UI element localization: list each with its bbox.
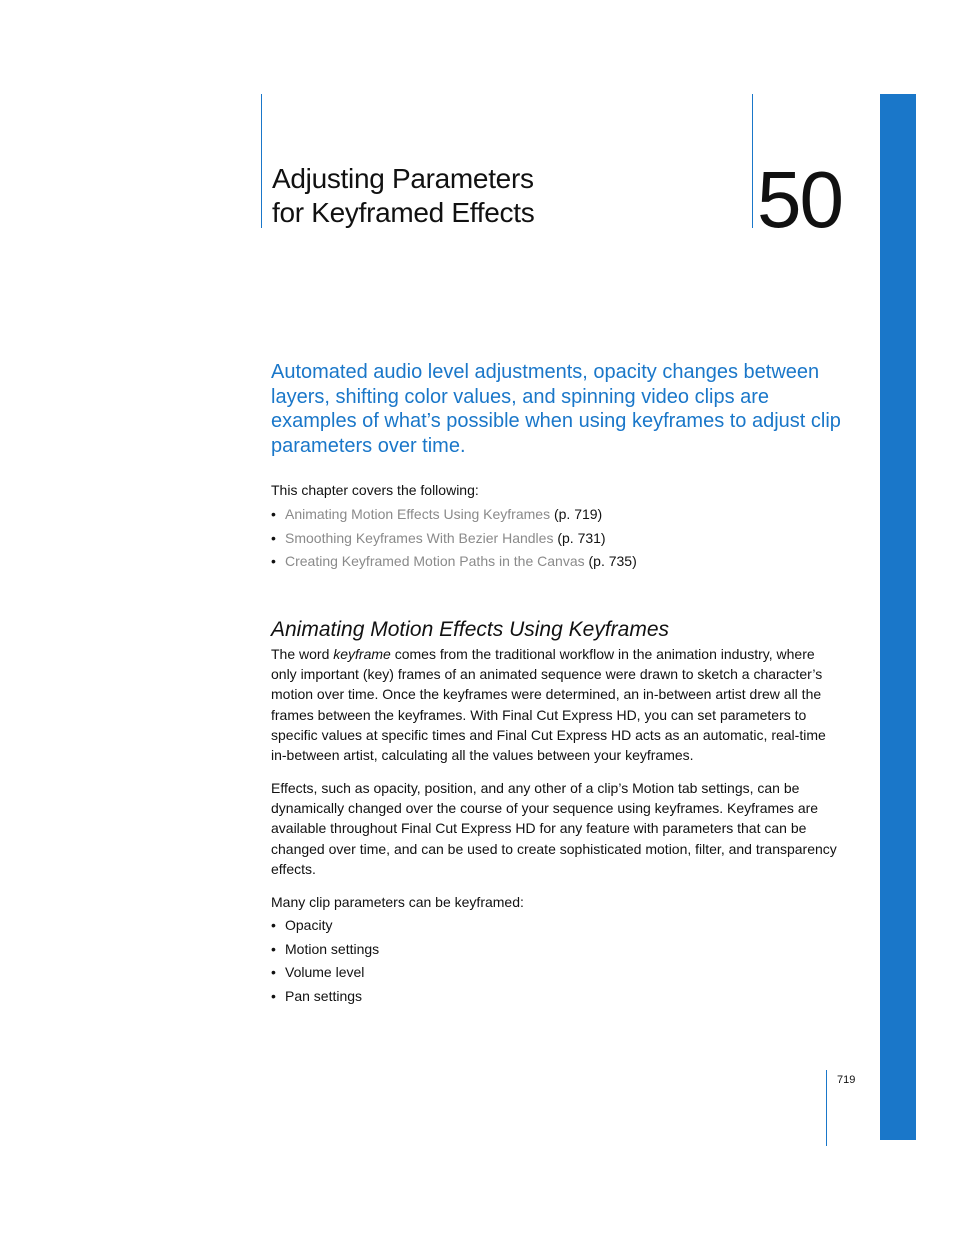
chapter-title-line-2: for Keyframed Effects	[272, 197, 535, 228]
toc-link[interactable]: Animating Motion Effects Using Keyframes	[285, 506, 551, 522]
toc-link[interactable]: Smoothing Keyframes With Bezier Handles	[285, 529, 554, 546]
body-paragraph: Effects, such as opacity, position, and any other of a clip’s Motion tab settings, can be dynamically changed over the course of your sequence using keyframes. Keyframes are available throughout Final Cut Express HD for any feature with parameters that can be changed over time, and can be used to create sophisticated motion, filter, and transparency effects.	[271, 780, 837, 877]
toc-page-ref: (p. 719)	[553, 506, 603, 522]
section-heading: Animating Motion Effects Using Keyframes	[271, 618, 669, 641]
list-item: • Volume level	[271, 963, 379, 987]
toc-page-ref: (p. 731)	[557, 529, 606, 546]
body-paragraph: Many clip parameters can be keyframed:	[271, 894, 524, 910]
chapter-intro: Automated audio level adjustments, opacity changes between layers, shifting color values, and spinning video clips are examples of what’s possible when using keyframes to adjust clip parameters over time.	[271, 361, 841, 458]
toc-item	[271, 529, 637, 553]
toc-item	[271, 505, 637, 529]
paragraph-text: comes from the traditional workflow in the animation industry, where only important (key) frames of an animated sequence were drawn to sketch a character’s motion over time. Once the keyframes were determined, an in-between artist drew all the frames between the keyframes. With Final Cut Express HD, you can set parameters to specific values at specific times and Final Cut Express HD acts as an automatic, real-time in-between artist, calculating all the values between your keyframes.	[271, 646, 826, 764]
title-rule	[261, 94, 262, 228]
chapter-tab-bar	[880, 94, 916, 1140]
body-paragraph	[271, 644, 841, 765]
list-item: • Pan settings	[271, 987, 379, 1011]
list-item: • Opacity	[271, 916, 379, 940]
covers-label: This chapter covers the following:	[271, 482, 479, 498]
page-number-rule	[826, 1070, 827, 1146]
toc-item	[271, 552, 637, 576]
toc-link[interactable]: Creating Keyframed Motion Paths in the Canvas	[285, 553, 585, 569]
paragraph-text: The word	[271, 646, 334, 662]
page-number: 719	[837, 1074, 856, 1086]
chapter-title-line-1: Adjusting Parameters	[272, 163, 534, 194]
chapter-title	[272, 162, 534, 230]
emphasized-term: keyframe	[333, 646, 391, 662]
chapter-toc	[271, 505, 637, 576]
parameter-list	[271, 916, 379, 1010]
toc-page-ref: (p. 735)	[588, 553, 637, 569]
chapter-number: 50	[757, 155, 842, 244]
list-item: • Motion settings	[271, 940, 379, 964]
number-rule	[752, 94, 753, 228]
